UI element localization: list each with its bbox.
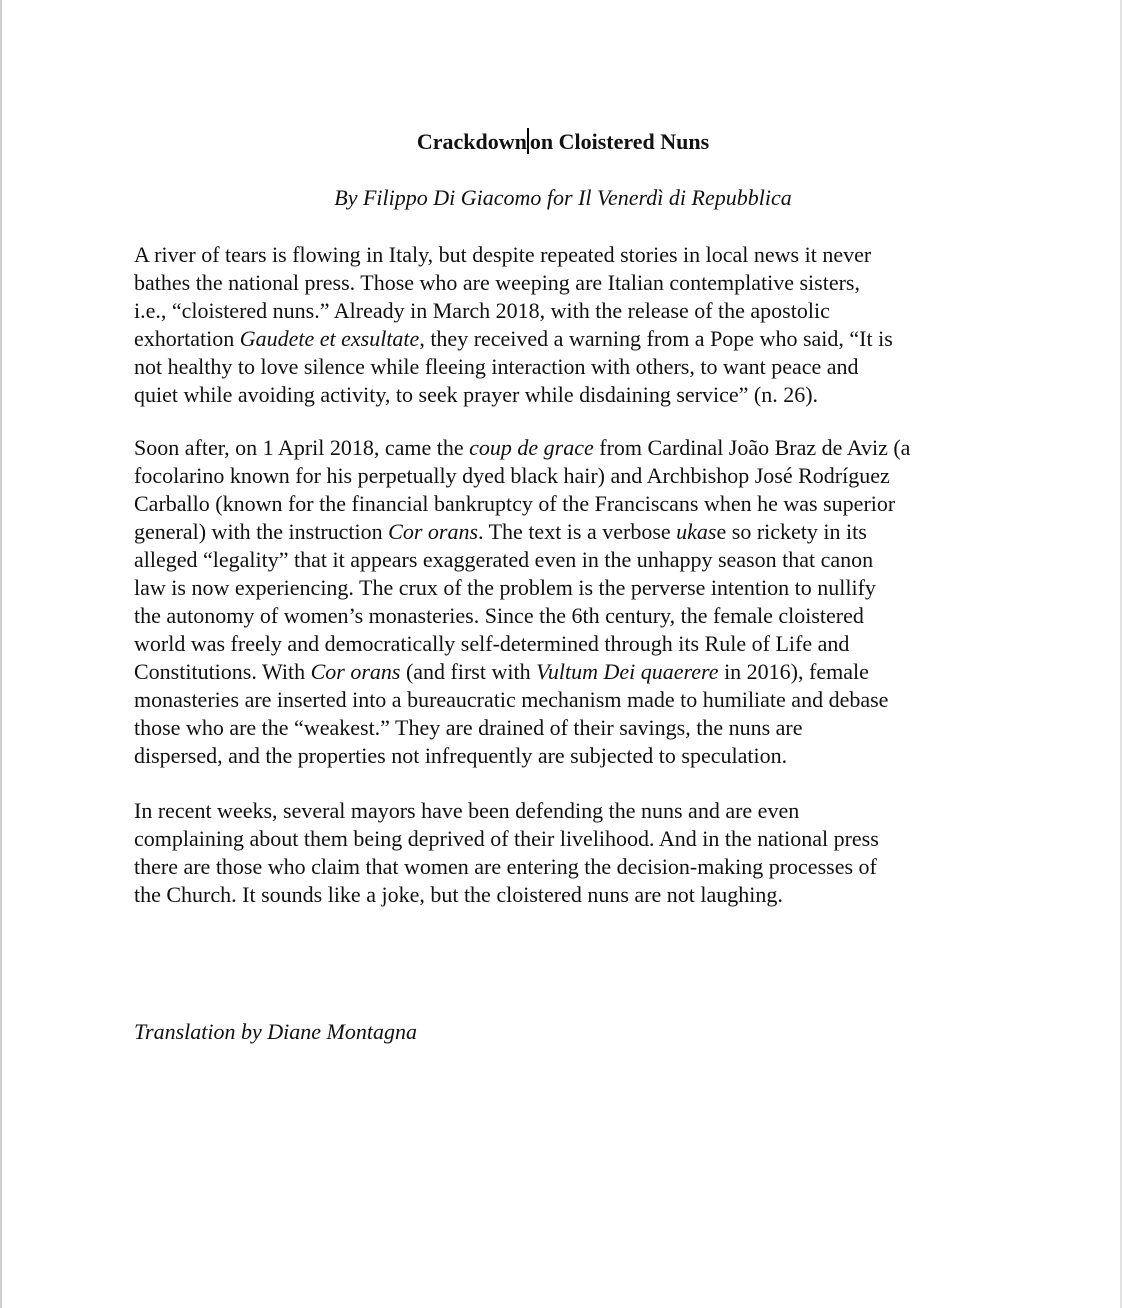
italic-run: Vultum Dei quaerere (536, 659, 719, 684)
text-run: from Cardinal João Braz de Aviz (a (593, 435, 911, 460)
text-run: e so rickety in its (716, 519, 867, 544)
paragraph-2 (134, 434, 1004, 770)
translation-credit: Translation by Diane Montagna (134, 1019, 417, 1044)
text-run: (and first with (400, 659, 537, 684)
text-line: the Church. It sounds like a joke, but the cloistered nuns are not laughing. (134, 882, 783, 907)
title-part-1: Crackdown (416, 129, 527, 154)
text-run: , they received a warning from a Pope who said, “It is (419, 326, 893, 351)
italic-run: Cor orans (388, 519, 479, 544)
text-run: exhortation (134, 326, 240, 351)
text-line: there are those who claim that women are entering the decision-making processes of (134, 854, 877, 879)
text-line: bathes the national press. Those who are weeping are Italian contemplative sisters, (134, 270, 860, 295)
text-line: i.e., “cloistered nuns.” Already in March 2018, with the release of the apostolic (134, 298, 830, 323)
text-line (134, 518, 1004, 546)
text-line: A river of tears is flowing in Italy, but despite repeated stories in local news it never (134, 242, 872, 267)
article-title (2, 128, 1122, 156)
text-line: alleged “legality” that it appears exaggerated even in the unhappy season that canon (134, 547, 874, 572)
text-line (134, 658, 1004, 686)
italic-run: Cor orans (310, 659, 401, 684)
title-part-2: on Cloistered Nuns (529, 129, 710, 154)
text-line: Carballo (known for the financial bankruptcy of the Franciscans when he was superior (134, 491, 896, 516)
text-cursor (527, 128, 529, 154)
text-line: world was freely and democratically self-determined through its Rule of Life and (134, 631, 850, 656)
text-run: in 2016), female (718, 659, 869, 684)
text-line: the autonomy of women’s monasteries. Since the 6th century, the female cloistered (134, 603, 864, 628)
text-line (134, 325, 1004, 353)
text-line: those who are the “weakest.” They are drained of their savings, the nuns are (134, 715, 803, 740)
text-line: not healthy to love silence while fleeing interaction with others, to want peace and (134, 354, 859, 379)
paragraph-1 (134, 241, 1004, 409)
text-line: complaining about them being deprived of their livelihood. And in the national press (134, 826, 879, 851)
text-run: general) with the instruction (134, 519, 389, 544)
text-line: law is now experiencing. The crux of the problem is the perverse intention to nullify (134, 575, 876, 600)
italic-run: ukas (676, 519, 717, 544)
text-line: dispersed, and the properties not infrequently are subjected to speculation. (134, 743, 788, 768)
text-run: Soon after, on 1 April 2018, came the (134, 435, 470, 460)
italic-run: Gaudete et exsultate (239, 326, 420, 351)
text-line: focolarino known for his perpetually dyed black hair) and Archbishop José Rodríguez (134, 463, 890, 488)
paragraph-3 (134, 797, 1004, 909)
italic-run: coup de grace (469, 435, 594, 460)
text-line: In recent weeks, several mayors have been defending the nuns and are even (134, 798, 800, 823)
text-line: monasteries are inserted into a bureaucratic mechanism made to humiliate and debase (134, 687, 889, 712)
article-byline: By Filippo Di Giacomo for Il Venerdì di Repubblica (334, 185, 792, 210)
text-run: . The text is a verbose (478, 519, 677, 544)
text-line (134, 434, 1004, 462)
text-run: Constitutions. With (134, 659, 311, 684)
text-line: quiet while avoiding activity, to seek prayer while disdaining service” (n. 26). (134, 382, 819, 407)
